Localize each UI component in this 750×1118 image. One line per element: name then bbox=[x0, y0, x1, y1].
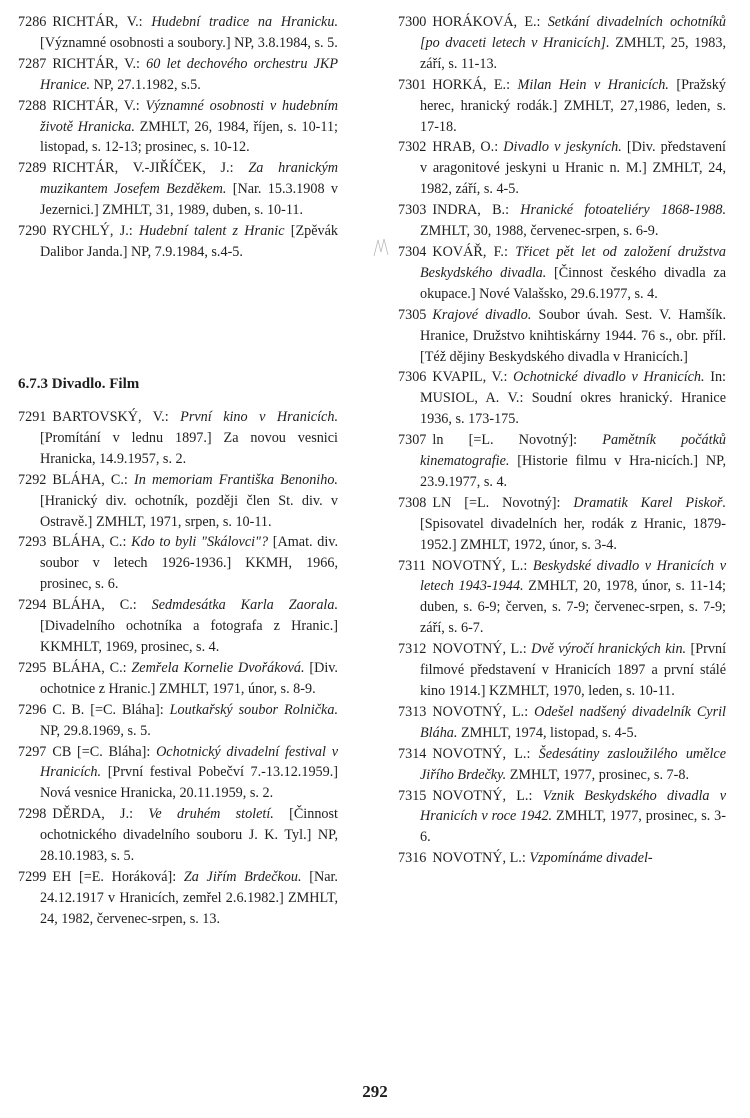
left-column-theatre bbox=[18, 407, 338, 930]
entry-title: 60 let dechového orchestru JKP Hranice. bbox=[40, 55, 338, 93]
entry-number: 7294 bbox=[18, 597, 47, 614]
entry-title: Třicet pět let od založení družstva Beskydského divadla. bbox=[420, 243, 726, 281]
entry-author: BLÁHA, C.: bbox=[52, 471, 134, 488]
bibliography-entry bbox=[18, 532, 338, 595]
bibliography-entry bbox=[398, 786, 726, 849]
entry-author: NOVOTNÝ, L.: bbox=[432, 850, 530, 867]
bibliography-entry bbox=[18, 867, 338, 930]
entry-number: 7305 bbox=[398, 306, 427, 323]
bibliography-entry bbox=[18, 54, 338, 96]
entry-details: NP, 29.8.1969, s. 5. bbox=[40, 722, 151, 739]
entry-list-theatre-continued bbox=[398, 12, 726, 869]
entry-number: 7303 bbox=[398, 202, 427, 219]
entry-details: [Činnost ochotnického divadelního souboru J. K. Tyl.] NP, 28.10.1983, s. 5. bbox=[40, 806, 338, 865]
bibliography-entry bbox=[398, 242, 726, 305]
entry-author: NOVOTNÝ, L.: bbox=[432, 641, 532, 658]
entry-details: [Pražský herec, hranický rodák.] ZMHLT, 27,1986, leden, s. 17-18. bbox=[420, 76, 726, 135]
entry-list-theatre bbox=[18, 407, 338, 930]
entry-title: Divadlo v jeskyních. bbox=[503, 139, 622, 156]
entry-details: [První filmové představení v Hranicích 1897 a první stálé kino 1914.] KZMHLT, 1970, leden, s. 10-11. bbox=[420, 641, 727, 699]
entry-author: INDRA, B.: bbox=[432, 202, 521, 219]
entry-number: 7287 bbox=[18, 55, 47, 72]
entry-title: Kdo to byli "Skálovci"? bbox=[131, 534, 269, 551]
entry-number: 7291 bbox=[18, 409, 47, 425]
bibliography-entry bbox=[398, 137, 726, 200]
entry-title: Hudební tradice na Hranicku. bbox=[151, 14, 338, 30]
entry-number: 7288 bbox=[18, 97, 47, 114]
entry-number: 7315 bbox=[398, 787, 427, 804]
entry-number: 7304 bbox=[398, 243, 427, 260]
entry-author: RICHTÁR, V.: bbox=[52, 55, 147, 72]
section-heading: 6.7.3 Divadlo. Film bbox=[18, 376, 140, 392]
entry-author: BARTOVSKÝ, V.: bbox=[52, 409, 181, 425]
entry-author: KOVÁŘ, F.: bbox=[432, 243, 516, 260]
entry-title: Významné osobnosti v hudebním životě Hranicka. bbox=[40, 97, 338, 135]
entry-details: [Div. ochotnice z Hranic.] ZMHLT, 1971, únor, s. 8-9. bbox=[40, 659, 338, 697]
entry-author: BLÁHA, C.: bbox=[52, 597, 152, 614]
entry-number: 7313 bbox=[398, 703, 427, 720]
entry-number: 7308 bbox=[398, 494, 427, 511]
entry-title: Sedmdesátka Karla Zaorala. bbox=[151, 597, 338, 614]
entry-details: [Div. představení v aragonitové jeskyni u Hranic n. M.] ZMHLT, 24, 1982, září, s. 4-5. bbox=[420, 139, 726, 198]
entry-details: [Historie filmu v Hra-nicích.] NP, 23.9.1977, s. 4. bbox=[420, 453, 726, 490]
entry-author: NOVOTNÝ, L.: bbox=[432, 703, 535, 720]
bibliography-entry bbox=[398, 430, 726, 493]
entry-number: 7297 bbox=[18, 743, 47, 760]
entry-list-music bbox=[18, 12, 338, 263]
entry-details: In: MUSIOL, A. V.: Soudní okres hranický. Hranice 1936, s. 173-175. bbox=[420, 369, 726, 428]
entry-title: První kino v Hranicích. bbox=[180, 409, 338, 425]
entry-title: Dvě výročí hranických kin. bbox=[531, 641, 687, 658]
entry-title: Odešel nadšený divadelník Cyril Bláha. bbox=[420, 703, 726, 741]
entry-title: Ve druhém století. bbox=[148, 806, 274, 823]
entry-title: Beskydské divadlo v Hranicích v letech 1943-1944. bbox=[420, 557, 726, 595]
entry-number: 7290 bbox=[18, 223, 47, 240]
entry-number: 7289 bbox=[18, 160, 47, 177]
bibliography-entry bbox=[18, 742, 338, 805]
entry-title: Zemřela Kornelie Dvořáková. bbox=[131, 659, 305, 676]
entry-details: [Hranický div. ochotník, později člen St. div. v Ostravě.] ZMHLT, 1971, srpen, s. 10-11. bbox=[40, 492, 338, 530]
entry-author: RYCHLÝ, J.: bbox=[52, 223, 139, 240]
entry-author: HORKÁ, E.: bbox=[432, 76, 518, 93]
entry-details: [Amat. div. soubor v letech 1926-1936.] KKMH, 1966, prosinec, s. 6. bbox=[40, 534, 338, 593]
entry-details: [Nar. 15.3.1908 v Jezernici.] ZMHLT, 31, 1989, duben, s. 10-11. bbox=[40, 181, 338, 219]
bibliography-entry bbox=[398, 639, 726, 702]
entry-number: 7301 bbox=[398, 76, 427, 93]
bibliography-entry bbox=[398, 75, 726, 138]
entry-details: Soubor úvah. Sest. V. Hamšík. Hranice, Družstvo knihtiskárny 1944. 76 s., obr. příl. [Též dějiny Beskydského divadla v Hranicích.] bbox=[420, 306, 726, 365]
entry-title: Hranické fotoateliéry 1868-1988. bbox=[520, 202, 726, 219]
entry-details: [Divadelního ochotníka a fotografa z Hranic.] KKMHLT, 1969, prosinec, s. 4. bbox=[40, 618, 338, 655]
entry-number: 7307 bbox=[398, 432, 427, 449]
bibliography-entry bbox=[18, 700, 338, 742]
bibliography-entry bbox=[398, 305, 726, 368]
bibliography-entry bbox=[398, 744, 726, 786]
entry-title: Vzpomínáme divadel- bbox=[529, 850, 653, 867]
entry-title: Krajové divadlo. bbox=[432, 306, 532, 323]
entry-author: NOVOTNÝ, L.: bbox=[431, 557, 533, 574]
entry-author: RICHTÁR, V.-JIŘÍČEK, J.: bbox=[52, 160, 249, 177]
bibliography-entry bbox=[18, 158, 338, 221]
page-number: 292 bbox=[362, 1082, 388, 1101]
entry-author: LN [=L. Novotný]: bbox=[432, 494, 574, 511]
bibliography-entry bbox=[18, 12, 338, 54]
entry-title: Ochotnický divadelní festival v Hranicích. bbox=[40, 743, 338, 781]
entry-details: ZMHLT, 25, 1983, září, s. 11-13. bbox=[420, 34, 726, 72]
bibliography-entry bbox=[398, 556, 726, 640]
entry-number: 7316 bbox=[398, 850, 427, 867]
entry-author: NOVOTNÝ, L.: bbox=[432, 787, 543, 804]
entry-title: Dramatik Karel Piskoř. bbox=[573, 494, 726, 511]
entry-author: NOVOTNÝ, L.: bbox=[432, 745, 539, 762]
right-column bbox=[398, 12, 726, 869]
entry-title: In memoriam Františka Benoniho. bbox=[134, 471, 338, 488]
entry-number: 7311 bbox=[398, 557, 426, 574]
entry-details: [Činnost českého divadla za okupace.] Nové Valašsko, 29.6.1977, s. 4. bbox=[420, 264, 727, 302]
entry-title: Za Jiřím Brdečkou. bbox=[183, 868, 302, 885]
entry-number: 7302 bbox=[398, 139, 427, 156]
entry-details: [První festival Pobečví 7.-13.12.1959.] Nová vesnice Hranicka, 20.11.1959, s. 2. bbox=[40, 764, 338, 802]
entry-author: HRAB, O.: bbox=[432, 139, 504, 156]
entry-author: C. B. [=C. Bláha]: bbox=[52, 701, 170, 718]
entry-author: DĚRDA, J.: bbox=[52, 806, 149, 823]
pencil-mark-icon bbox=[372, 236, 390, 258]
entry-author: BLÁHA, C.: bbox=[52, 534, 132, 551]
entry-author: ln [=L. Novotný]: bbox=[432, 432, 603, 449]
bibliography-entry bbox=[398, 702, 726, 744]
entry-number: 7300 bbox=[398, 14, 427, 30]
entry-title: Loutkařský soubor Rolnička. bbox=[169, 701, 338, 718]
entry-author: RICHTÁR, V.: bbox=[52, 97, 146, 114]
entry-number: 7286 bbox=[18, 14, 47, 30]
bibliography-entry bbox=[18, 658, 338, 700]
bibliography-entry bbox=[18, 470, 338, 533]
entry-title: Setkání divadelních ochotníků [po dvaceti letech v Hranicích]. bbox=[420, 14, 726, 51]
entry-details: ZMHLT, 26, 1984, říjen, s. 10-11; listopad, s. 12-13; prosinec, s. 10-12. bbox=[40, 118, 338, 156]
bibliography-entry bbox=[18, 407, 338, 470]
entry-details: ZMHLT, 30, 1988, červenec-srpen, s. 6-9. bbox=[420, 223, 659, 240]
entry-details: NP, 27.1.1982, s.5. bbox=[90, 76, 201, 93]
entry-details: [Nar. 24.12.1917 v Hranicích, zemřel 2.6.1982.] ZMHLT, 24, 1982, červenec-srpen, s. 13. bbox=[40, 868, 338, 927]
bibliography-entry bbox=[18, 221, 338, 263]
entry-title: Šedesátiny zasloužilého umělce Jiřího Brdečky. bbox=[420, 745, 726, 783]
entry-number: 7312 bbox=[398, 641, 427, 658]
entry-number: 7293 bbox=[18, 534, 47, 551]
entry-title: Za hranickým muzikantem Josefem Bezděkem. bbox=[40, 160, 338, 198]
bibliography-entry bbox=[18, 595, 338, 658]
entry-details: [Promítání v lednu 1897.] Za novou vesnici Hranicka, 14.9.1957, s. 2. bbox=[40, 429, 338, 467]
bibliography-entry bbox=[18, 96, 338, 159]
entry-author: HORÁKOVÁ, E.: bbox=[432, 14, 548, 30]
bibliography-entry bbox=[398, 848, 726, 869]
bibliography-entry bbox=[398, 367, 726, 430]
entry-number: 7314 bbox=[398, 745, 427, 762]
entry-title: Pamětník počátků kinematografie. bbox=[420, 432, 726, 470]
bibliography-entry bbox=[398, 200, 726, 242]
entry-author: BLÁHA, C.: bbox=[52, 659, 132, 676]
entry-title: Milan Hein v Hranicích. bbox=[517, 76, 669, 93]
entry-details: [Zpěvák Dalibor Janda.] NP, 7.9.1984, s.4-5. bbox=[40, 223, 338, 260]
entry-number: 7298 bbox=[18, 806, 47, 823]
entry-number: 7295 bbox=[18, 659, 47, 676]
bibliography-entry bbox=[398, 12, 726, 75]
entry-details: ZMHLT, 20, 1978, únor, s. 11-14; duben, s. 6-9; červen, s. 7-9; červenec-srpen, s. 7-9; září, s. 6-7. bbox=[420, 578, 727, 637]
left-column bbox=[18, 12, 338, 263]
entry-author: EH [=E. Horáková]: bbox=[52, 868, 184, 885]
entry-details: ZMHLT, 1974, listopad, s. 4-5. bbox=[457, 724, 638, 741]
entry-details: ZMHLT, 1977, prosinec, s. 3-6. bbox=[420, 808, 726, 846]
bibliography-entry bbox=[18, 804, 338, 867]
entry-details: [Spisovatel divadelních her, rodák z Hranic, 1879-1952.] ZMHLT, 1972, únor, s. 3-4. bbox=[420, 515, 726, 553]
entry-number: 7299 bbox=[18, 868, 47, 885]
entry-details: ZMHLT, 1977, prosinec, s. 7-8. bbox=[506, 766, 689, 783]
entry-number: 7296 bbox=[18, 701, 47, 718]
entry-title: Hudební talent z Hranic bbox=[138, 223, 285, 240]
entry-title: Vznik Beskydského divadla v Hranicích v roce 1942. bbox=[420, 787, 726, 825]
entry-author: CB [=C. Bláha]: bbox=[52, 743, 157, 760]
entry-details: [Významné osobnosti a soubory.] NP, 3.8.1984, s. 5. bbox=[40, 34, 338, 51]
entry-number: 7306 bbox=[398, 369, 427, 386]
bibliography-entry bbox=[398, 493, 726, 556]
entry-author: RICHTÁR, V.: bbox=[52, 14, 152, 30]
entry-author: KVAPIL, V.: bbox=[432, 369, 514, 386]
entry-number: 7292 bbox=[18, 471, 47, 488]
entry-title: Ochotnické divadlo v Hranicích. bbox=[513, 369, 705, 386]
